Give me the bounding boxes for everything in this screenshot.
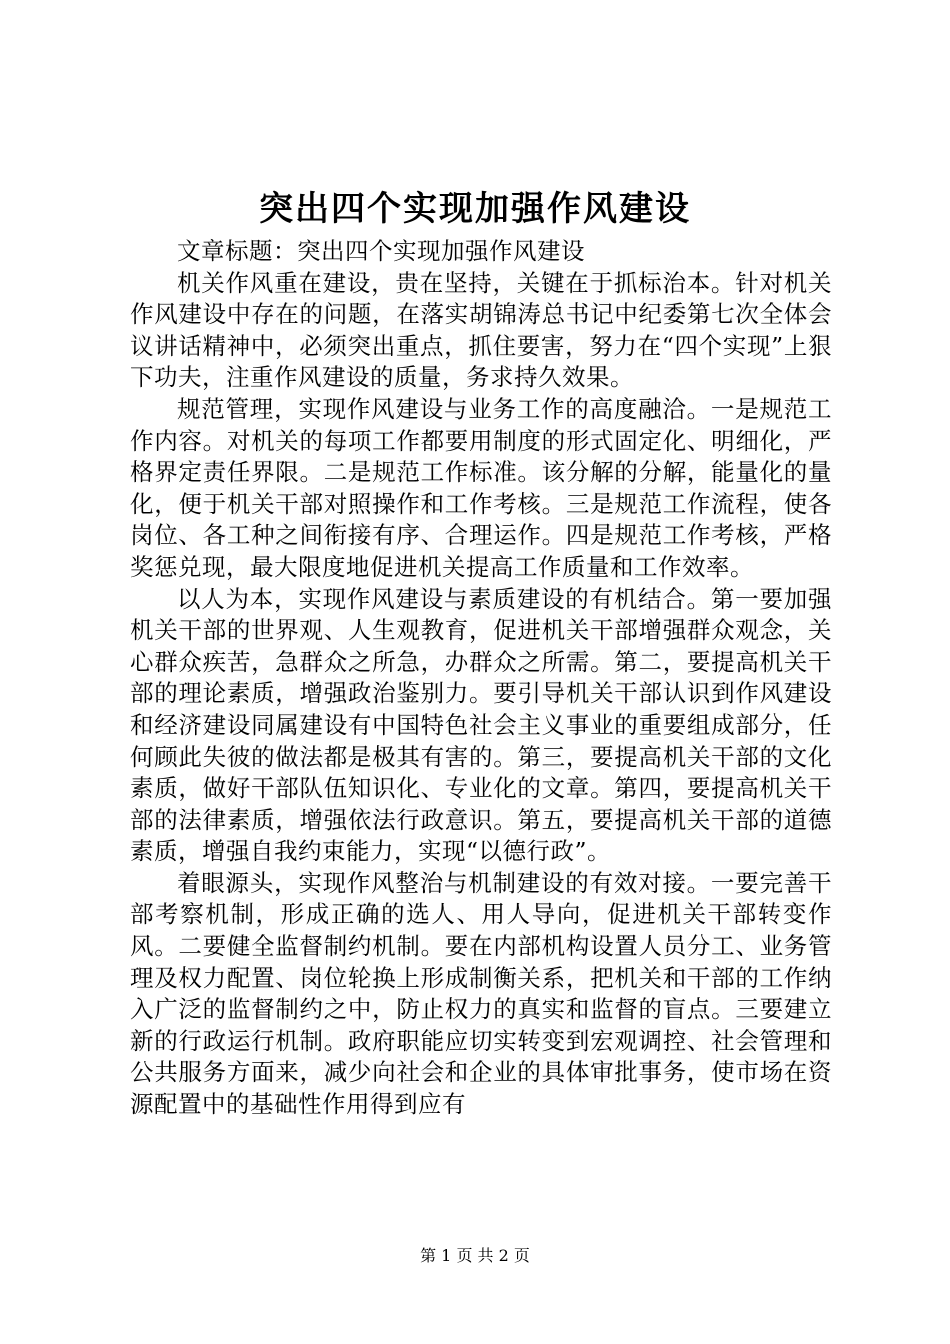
paragraph-1: 机关作风重在建设，贵在坚持，关键在于抓标治本。针对机关作风建设中存在的问题，在落实胡锦涛总书记中纪委第七次全体会议讲话精神中，必须突出重点，抓住要害，努力在“四个实现”上狠下功夫，注重作风建设的质量，务求持久效果。 <box>130 268 832 392</box>
paragraph-3: 以人为本，实现作风建设与素质建设的有机结合。第一要加强机关干部的世界观、人生观教育，促进机关干部增强群众观念，关心群众疾苦，急群众之所急，办群众之所需。第二，要提高机关干部的理论素质，增强政治鉴别力。要引导机关干部认识到作风建设和经济建设同属建设有中国特色社会主义事业的重要组成部分，任何顾此失彼的做法都是极其有害的。第三，要提高机关干部的文化素质，做好干部队伍知识化、专业化的文章。第四，要提高机关干部的法律素质，增强依法行政意识。第五，要提高机关干部的道德素质，增强自我约束能力，实现“以德行政”。 <box>130 584 832 866</box>
document-title: 突出四个实现加强作风建设 <box>259 189 691 229</box>
paragraph-2: 规范管理，实现作风建设与业务工作的高度融洽。一是规范工作内容。对机关的每项工作都要用制度的形式固定化、明细化，严格界定责任界限。二是规范工作标准。该分解的分解，能量化的量化，便于机关干部对照操作和工作考核。三是规范工作流程，使各岗位、各工种之间衔接有序、合理运作。四是规范工作考核，严格奖惩兑现，最大限度地促进机关提高工作质量和工作效率。 <box>130 394 832 581</box>
article-subtitle: 文章标题：突出四个实现加强作风建设 <box>177 237 585 265</box>
paragraph-4: 着眼源头，实现作风整治与机制建设的有效对接。一要完善干部考察机制，形成正确的选人、用人导向，促进机关干部转变作风。二要健全监督制约机制。要在内部机构设置人员分工、业务管理及权力配置、岗位轮换上形成制衡关系，把机关和干部的工作纳入广泛的监督制约之中，防止权力的真实和监督的盲点。三要建立新的行政运行机制。政府职能应切实转变到宏观调控、社会管理和公共服务方面来，减少向社会和企业的具体审批事务，使市场在资源配置中的基础性作用得到应有 <box>130 868 832 1119</box>
document-body <box>130 236 832 1121</box>
page-number-footer: 第 1 页 共 2 页 <box>420 1246 530 1265</box>
